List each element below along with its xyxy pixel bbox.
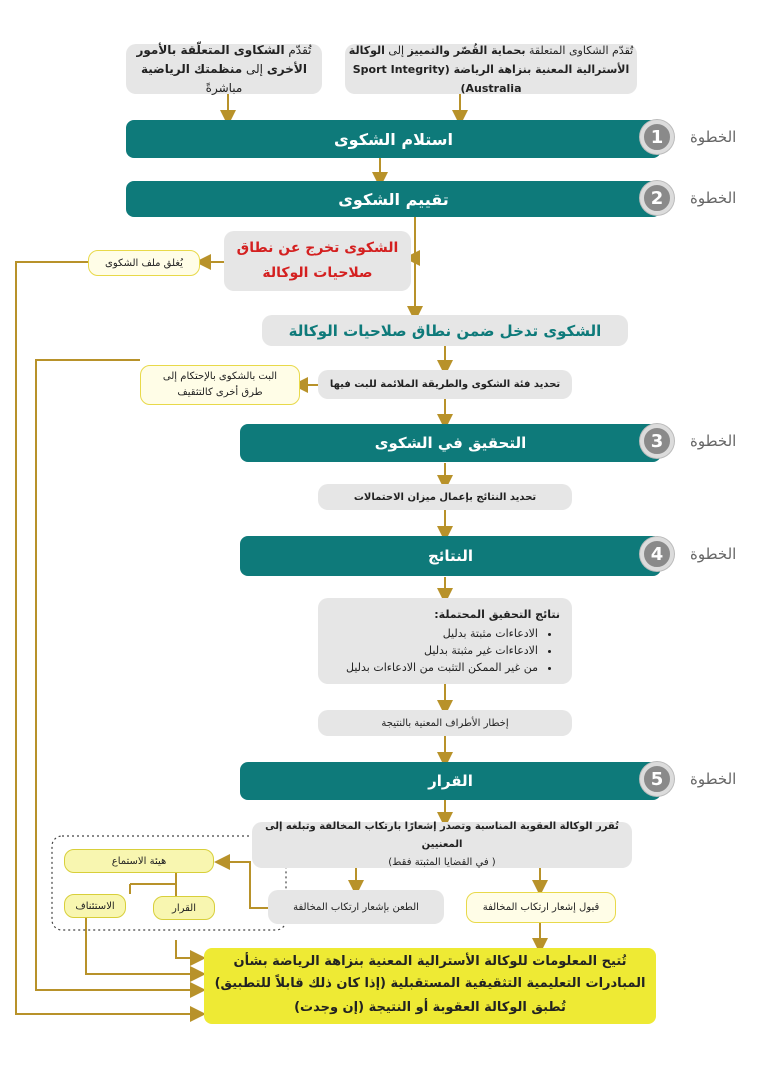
hearing-panel-box	[64, 849, 214, 873]
alternative-line-1: البت بالشكوى بالإحتكام إلى	[162, 371, 278, 382]
file-closed-box	[88, 250, 200, 276]
step-3-bar	[240, 424, 661, 462]
appeal-box	[64, 894, 126, 918]
alternative-box	[140, 365, 300, 405]
sanction-box	[252, 822, 632, 868]
outcome-item: • الادعاءات مثبتة بدليل	[326, 625, 538, 642]
category-box	[318, 370, 572, 399]
outcomes-box	[318, 598, 572, 684]
step-2-bar	[126, 181, 661, 217]
intake-agency-text-2: إلى	[384, 43, 408, 57]
step-2-label: الخطوة	[690, 189, 737, 207]
outside-scope-line-2: صلاحيات الوكالة	[262, 265, 373, 281]
step-1-number: 1	[640, 120, 674, 154]
outside-scope-box	[224, 231, 411, 291]
decision-text: القرار	[172, 902, 197, 914]
intake-other-box	[126, 44, 322, 94]
balance-box	[318, 484, 572, 510]
intake-agency-bold-3: الأسترالية المعنية بنزاهة الرياضة (Sport Integrity Australia)	[352, 62, 630, 95]
category-text: تحديد فئة الشكوى والطريقة الملائمة للبت فيها	[329, 379, 561, 390]
step-3-number: 3	[640, 424, 674, 458]
file-closed-text: يُغلق ملف الشكوى	[105, 257, 183, 269]
alternative-line-2: طرق أخرى كالتثقيف	[177, 387, 263, 398]
sanction-line-1: تُقرر الوكالة العقوبة المناسبة وتصدر إشعارًا بارتكاب المخالفة وتبلغه إلى المعنيين	[265, 821, 619, 850]
intake-agency-bold-1: بحماية القُصّر والتمييز	[407, 43, 526, 57]
step-5-number: 5	[640, 762, 674, 796]
outcome-item: • من غير الممكن التثبت من الادعاءات بدليل	[326, 659, 538, 676]
accept-text: قبول إشعار ارتكاب المخالفة	[482, 902, 600, 913]
step-4-bar	[240, 536, 661, 576]
final-box	[204, 948, 656, 1024]
intake-agency-box	[345, 44, 637, 94]
final-line-2: المبادرات التعليمية التثقيفية المستقبلية (إذا كان ذلك قابلاً للتطبيق)	[214, 976, 646, 991]
step-2-number: 2	[640, 181, 674, 215]
step-3-title: التحقيق في الشكوى	[374, 434, 527, 452]
outcomes-title: نتائج التحقيق المحتملة:	[434, 608, 560, 621]
step-1-title: استلام الشكوى	[334, 129, 453, 149]
intake-other-bold-1: الشكاوى المتعلّقة بالأمور	[136, 42, 285, 57]
notify-text: إخطار الأطراف المعنية بالنتيجة	[381, 717, 509, 729]
intake-other-text-2: إلى	[242, 61, 267, 76]
intake-other-bold-2: الأخرى	[266, 61, 307, 76]
notify-box	[318, 710, 572, 736]
final-line-3: تُطبق الوكالة العقوبة أو النتيجة (إن وجدت)	[294, 1000, 566, 1015]
step-3-label: الخطوة	[690, 432, 737, 450]
hearing-panel-text: هيئة الاستماع	[111, 855, 167, 867]
step-5-title: القرار	[428, 772, 473, 790]
sanction-line-2: ( في القضايا المثبتة فقط)	[388, 857, 496, 868]
step-1-bar	[126, 120, 661, 158]
intake-agency-text-1: تُقدّم الشكاوى المتعلقة	[525, 43, 634, 57]
appeal-text: الاستئناف	[75, 900, 115, 912]
step-2-title: تقييم الشكوى	[338, 189, 449, 209]
outside-scope-line-1: الشكوى تخرج عن نطاق	[236, 240, 399, 256]
outcome-item: • الادعاءات غير مثبتة بدليل	[326, 642, 538, 659]
inside-scope-text: الشكوى تدخل ضمن نطاق صلاحيات الوكالة	[288, 321, 602, 340]
final-line-1: تُتيح المعلومات للوكالة الأسترالية المعنية بنزاهة الرياضة بشأن	[233, 954, 627, 969]
intake-other-bold-3: منظمتك الرياضية	[141, 61, 243, 76]
challenge-text: الطعن بإشعار ارتكاب المخالفة	[293, 901, 419, 913]
decision-box	[153, 896, 215, 920]
intake-other-text-3: مباشرةً	[205, 80, 243, 95]
step-4-number: 4	[640, 537, 674, 571]
balance-text: تحديد النتائج بإعمال ميزان الاحتمالات	[353, 491, 537, 503]
step-5-label: الخطوة	[690, 770, 737, 788]
accept-box	[466, 892, 616, 923]
inside-scope-box	[262, 315, 628, 346]
intake-agency-bold-2: الوكالة	[348, 43, 385, 57]
step-4-label: الخطوة	[690, 545, 737, 563]
intake-other-text-1: تُقدّم	[284, 42, 312, 57]
step-5-bar	[240, 762, 661, 800]
challenge-box	[268, 890, 444, 924]
step-1-label: الخطوة	[690, 128, 737, 146]
step-4-title: النتائج	[427, 547, 474, 565]
